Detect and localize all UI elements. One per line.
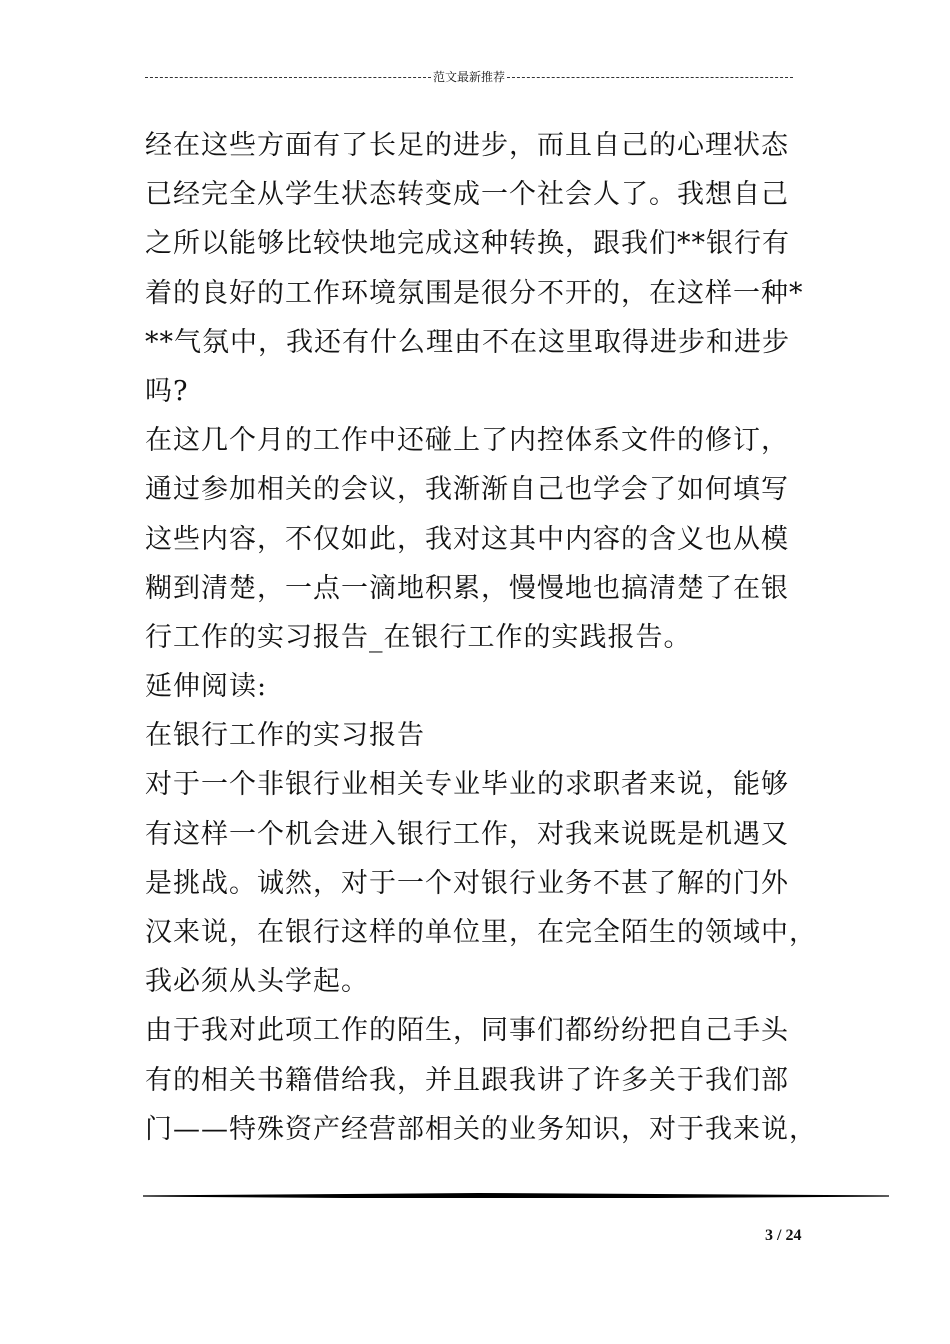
header-dash-left (145, 77, 431, 78)
text-line: 吗? (145, 375, 189, 407)
footer-rule (143, 1193, 889, 1199)
text-line: 由于我对此项工作的陌生，同事们都纷纷把自己手头 (145, 1015, 789, 1047)
text-line: 糊到清楚，一点一滴地积累，慢慢地也搞清楚了在银 (145, 572, 789, 604)
text-line: 在这几个月的工作中还碰上了内控体系文件的修订， (145, 425, 789, 457)
header-dash-right (507, 77, 793, 78)
document-body (145, 121, 817, 1154)
page-header (145, 66, 793, 86)
article-title: 在银行工作的实习报告 (145, 720, 425, 752)
text-line: 是挑战。诚然，对于一个对银行业务不甚了解的门外 (145, 867, 789, 899)
text-line: 对于一个非银行业相关专业毕业的求职者来说，能够 (145, 769, 789, 801)
section-heading: 延伸阅读: (145, 671, 268, 703)
text-line: 有的相关书籍借给我，并且跟我讲了许多关于我们部 (145, 1064, 789, 1096)
page-number: 3 / 24 (765, 1227, 802, 1244)
text-line: 已经完全从学生状态转变成一个社会人了。我想自己 (145, 179, 789, 211)
text-line: 汉来说，在银行这样的单位里，在完全陌生的领域中， (145, 917, 817, 948)
text-line: 着的良好的工作环境氛围是很分不开的，在这样一种* (145, 277, 804, 309)
text-line: 门——特殊资产经营部相关的业务知识，对于我来说， (145, 1113, 817, 1145)
text-line: **气氛中，我还有什么理由不在这里取得进步和进步 (145, 326, 790, 358)
text-line: 有这样一个机会进入银行工作，对我来说既是机遇又 (145, 818, 789, 850)
text-line: 通过参加相关的会议，我渐渐自己也学会了如何填写 (145, 474, 789, 506)
text-line: 经在这些方面有了长足的进步，而且自己的心理状态 (145, 130, 789, 161)
text-line: 我必须从头学起。 (145, 966, 369, 998)
text-line: 行工作的实习报告_在银行工作的实践报告。 (145, 621, 692, 653)
text-line: 之所以能够比较快地完成这种转换，跟我们**银行有 (145, 228, 790, 260)
header-title: 范文最新推荐 (433, 69, 506, 84)
text-line: 这些内容，不仅如此，我对这其中内容的含义也从模 (145, 523, 789, 555)
